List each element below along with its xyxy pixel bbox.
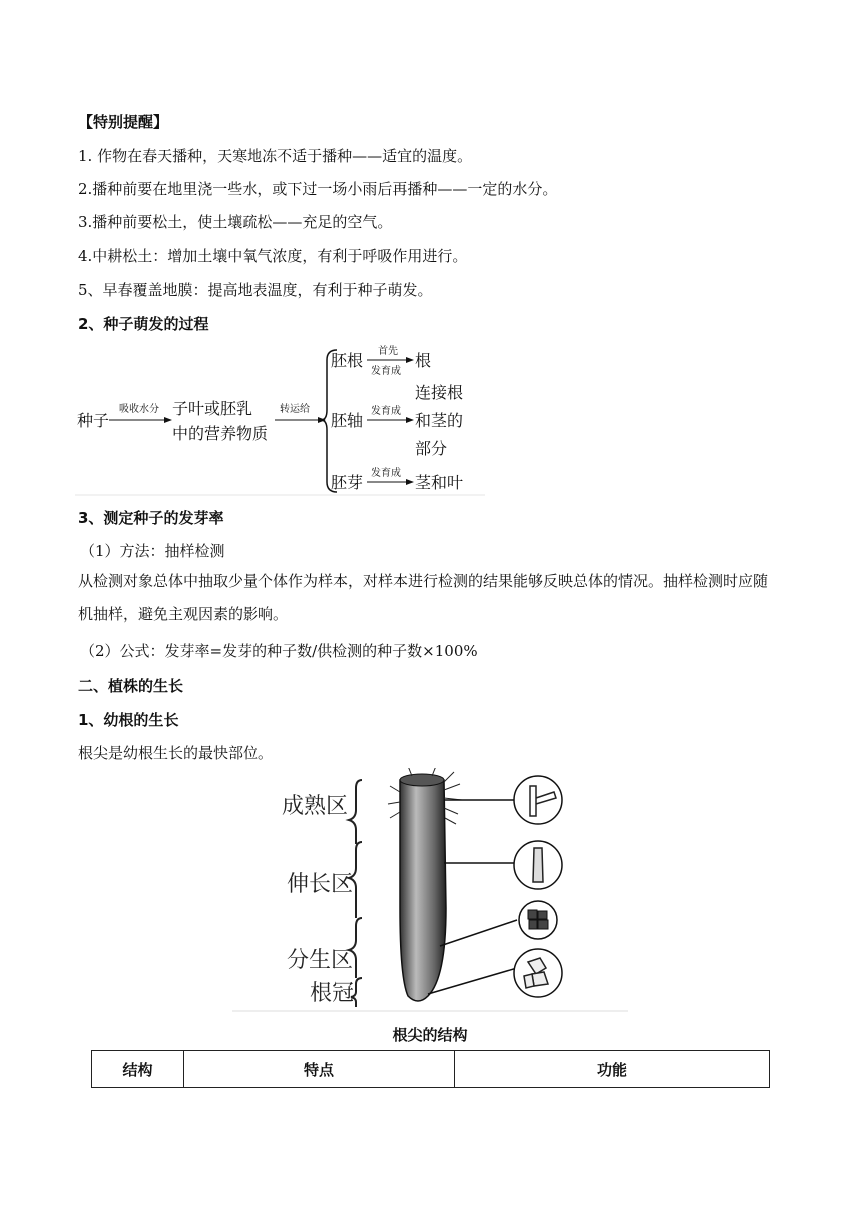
leader-rootcap [428,968,517,994]
flow-nutrient-2: 中的营养物质 [172,424,269,443]
zone-maturation: 成熟区 [282,794,349,819]
flow-plumule: 胚芽 [331,473,364,492]
root-tip-figure [232,768,628,1012]
flow-root: 根 [415,351,432,370]
table-header-structure: 结构 [92,1051,184,1088]
brace-maturation [349,780,362,844]
structure-table [91,1050,770,1088]
formula-line: （2）公式：发芽率=发芽的种子数/供检测的种子数×100% [80,642,478,660]
part2-heading: 二、植株的生长 [78,677,184,695]
flow-stemleaf: 茎和叶 [415,473,464,492]
flow-seed: 种子 [77,411,110,430]
reminder-item-2: 2.播种前要在地里浇一些水，或下过一场小雨后再播种——一定的水分。 [78,180,558,198]
cell-maturation [514,776,562,824]
germination-flow-diagram [75,344,485,496]
flow-transport-label: 转运给 [280,404,310,415]
flow-develop-3: 发育成 [371,468,401,479]
flow-develop-2: 发育成 [371,406,401,417]
section2-heading: 2、种子萌发的过程 [78,315,209,333]
reminder-item-5: 5、早春覆盖地膜：提高地表温度，有利于种子萌发。 [78,281,433,299]
flow-hypocotyl: 胚轴 [331,411,364,430]
part2-text: 根尖是幼根生长的最快部位。 [78,744,274,762]
reminder-item-4: 4.中耕松土：增加土壤中氧气浓度，有利于呼吸作用进行。 [78,247,468,265]
zone-meristem: 分生区 [287,948,354,973]
table-header-function: 功能 [455,1051,770,1088]
zone-rootcap: 根冠 [310,981,355,1006]
sampling-description: 从检测对象总体中抽取少量个体作为样本，对样本进行检测的结果能够反映总体的情况。抽样检测时应随机抽样，避免主观因素的影响。 [78,572,769,623]
root-cut-top [400,774,444,786]
flow-connect-2: 和茎的 [415,411,464,430]
flow-radicle: 胚根 [331,351,364,370]
zone-elongation: 伸长区 [287,872,354,897]
part2-sub1: 1、幼根的生长 [78,711,179,729]
table-header-row [92,1051,770,1088]
figure-caption: 根尖的结构 [392,1026,468,1044]
flow-absorb-label: 吸收水分 [119,404,159,415]
flow-connect-3: 部分 [415,439,448,458]
flow-develop-1: 发育成 [371,366,401,377]
flow-nutrient-1: 子叶或胚乳 [172,399,253,418]
method-line: （1）方法：抽样检测 [80,542,225,560]
leader-meristem [440,920,517,946]
root-tip-body [400,780,446,1001]
table-header-feature: 特点 [184,1051,455,1088]
reminder-heading: 【特别提醒】 [78,113,169,131]
flow-first-label: 首先 [378,346,398,357]
reminder-item-3: 3.播种前要松土，使土壤疏松——充足的空气。 [78,213,393,231]
section3-heading: 3、测定种子的发芽率 [78,509,224,527]
flow-connect-1: 连接根 [415,383,464,402]
reminder-item-1: 1. 作物在春天播种，天寒地冻不适于播种——适宜的温度。 [78,147,473,165]
